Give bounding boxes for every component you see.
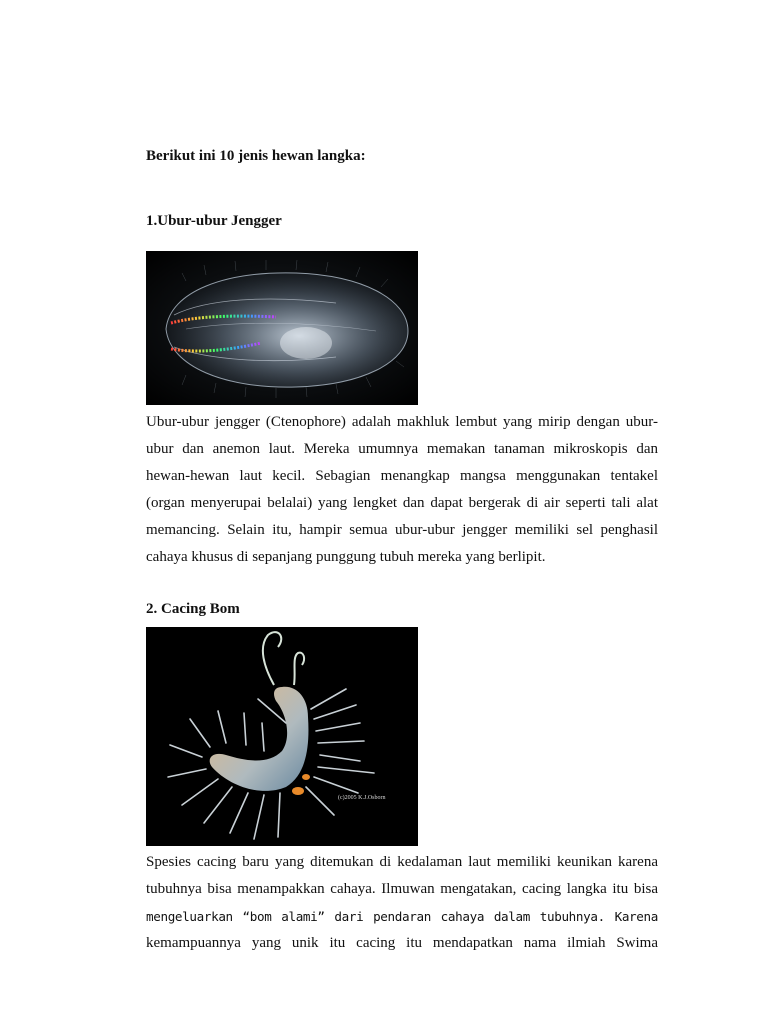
paragraph-line: cahaya khusus di sepanjang punggung tubuh mereka yang berlipit. bbox=[146, 549, 546, 565]
paragraph-line: mengeluarkan “bom alami” dari pendaran cahaya dalam tubuhnya. Karena bbox=[146, 909, 658, 924]
bomber-worm-photo bbox=[146, 627, 418, 846]
paragraph-line: hewan-hewan laut kecil. Sebagian menangkap mangsa menggunakan tentakel bbox=[146, 468, 658, 484]
bomber-worm-illustration bbox=[146, 627, 418, 846]
paragraph-line: (organ menyerupai belalai) yang lengket dan dapat bergerak di air seperti tali alat bbox=[146, 495, 658, 511]
paragraph-line: memancing. Selain itu, hampir semua ubur-ubur jengger memiliki sel penghasil bbox=[146, 522, 658, 538]
paragraph-line: Spesies cacing baru yang ditemukan di kedalaman laut memiliki keunikan karena bbox=[146, 854, 658, 870]
section-paragraph-cacing-bom bbox=[146, 849, 658, 957]
section-heading-ubur-ubur-jengger: 1.Ubur-ubur Jengger bbox=[146, 213, 282, 229]
paragraph-line: Ubur-ubur jengger (Ctenophore) adalah makhluk lembut yang mirip dengan ubur- bbox=[146, 414, 658, 430]
photo-credit: (c)2005 K.J.Osborn bbox=[338, 795, 386, 801]
section-heading-cacing-bom: 2. Cacing Bom bbox=[146, 601, 240, 617]
intro-heading: Berikut ini 10 jenis hewan langka: bbox=[146, 148, 366, 164]
comb-jelly-illustration bbox=[146, 251, 418, 405]
paragraph-line: ubur dan anemon laut. Mereka umumnya memakan tanaman mikroskopis dan bbox=[146, 441, 658, 457]
section-paragraph-ubur-ubur-jengger bbox=[146, 409, 658, 571]
paragraph-line: kemampuannya yang unik itu cacing itu mendapatkan nama ilmiah Swima bbox=[146, 935, 658, 951]
comb-jelly-photo bbox=[146, 251, 418, 405]
paragraph-line: tubuhnya bisa menampakkan cahaya. Ilmuwan mengatakan, cacing langka itu bisa bbox=[146, 881, 658, 897]
